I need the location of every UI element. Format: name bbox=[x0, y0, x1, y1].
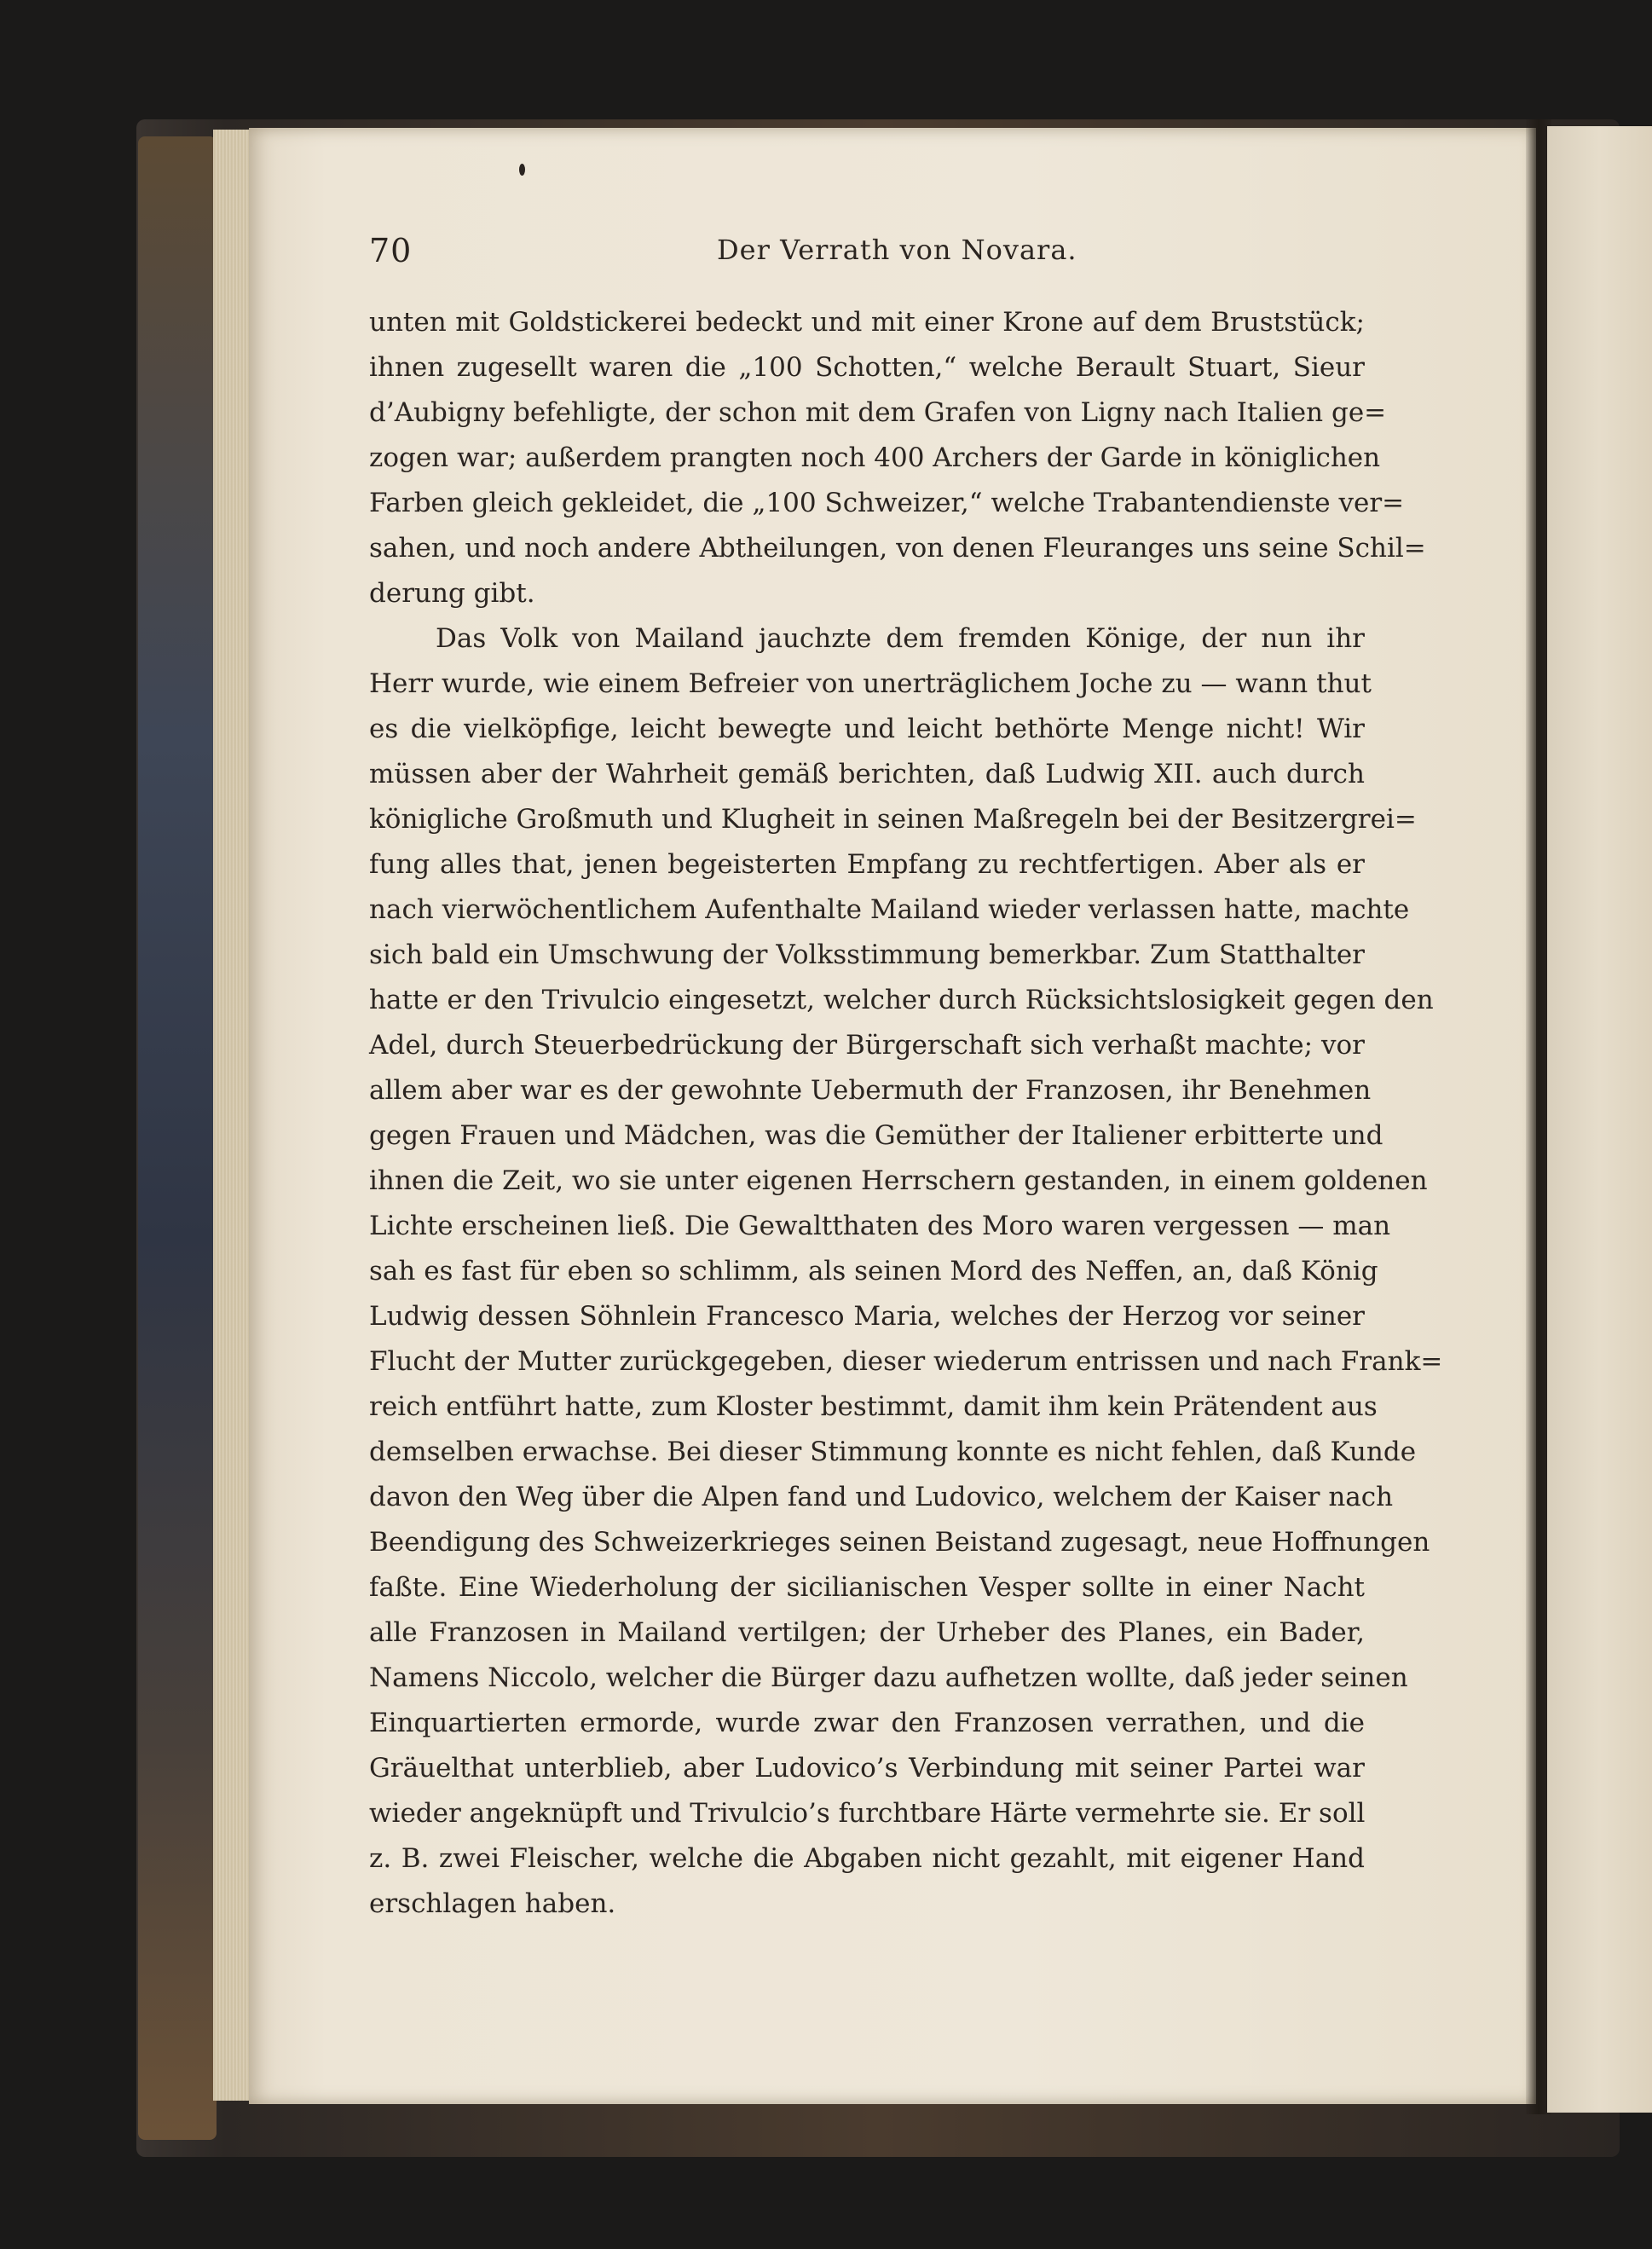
text-line: sich bald ein Umschwung der Volksstimmung bemerkbar. Zum Statthalter bbox=[369, 939, 1365, 970]
text-line: allem aber war es der gewohnte Uebermuth der Franzosen, ihr Benehmen bbox=[369, 1075, 1372, 1106]
text-line: Namens Niccolo, welcher die Bürger dazu aufhetzen wollte, daß jeder seinen bbox=[369, 1662, 1408, 1693]
book-spine bbox=[138, 136, 217, 2140]
text-line: reich entführt hatte, zum Kloster bestimmt, damit ihm kein Prätendent aus bbox=[369, 1391, 1378, 1422]
text-line: d’Aubigny befehligte, der schon mit dem Grafen von Ligny nach Italien ge= bbox=[369, 397, 1387, 428]
text-line: alle Franzosen in Mailand vertilgen; der Urheber des Planes, ein Bader, bbox=[369, 1617, 1365, 1648]
text-line: Herr wurde, wie einem Befreier von unerträglichem Joche zu — wann thut bbox=[369, 668, 1372, 699]
text-line: Beendigung des Schweizerkrieges seinen Beistand zugesagt, neue Hoffnungen bbox=[369, 1527, 1430, 1558]
text-line: derung gibt. bbox=[369, 578, 535, 609]
text-line: Adel, durch Steuerbedrückung der Bürgerschaft sich verhaßt machte; vor bbox=[369, 1030, 1365, 1061]
text-line: erschlagen haben. bbox=[369, 1888, 616, 1919]
page-number: 70 bbox=[369, 232, 413, 269]
text-line: Lichte erscheinen ließ. Die Gewaltthaten des Moro waren vergessen — man bbox=[369, 1211, 1391, 1241]
text-line: faßte. Eine Wiederholung der sicilianischen Vesper sollte in einer Nacht bbox=[369, 1572, 1365, 1603]
text-line: fung alles that, jenen begeisterten Empfang zu rechtfertigen. Aber als er bbox=[369, 849, 1365, 880]
facing-page-edge bbox=[1547, 126, 1652, 2113]
text-line: Farben gleich gekleidet, die „100 Schweizer,“ welche Trabantendienste ver= bbox=[369, 488, 1405, 518]
text-line: sah es fast für eben so schlimm, als seinen Mord des Neffen, an, daß König bbox=[369, 1256, 1378, 1286]
text-line: ihnen die Zeit, wo sie unter eigenen Herrschern gestanden, in einem goldenen bbox=[369, 1165, 1428, 1196]
text-line: sahen, und noch andere Abtheilungen, von denen Fleuranges uns seine Schil= bbox=[369, 533, 1426, 564]
text-line: z. B. zwei Fleischer, welche die Abgaben nicht gezahlt, mit eigener Hand bbox=[369, 1843, 1365, 1874]
text-line: Ludwig dessen Söhnlein Francesco Maria, welches der Herzog vor seiner bbox=[369, 1301, 1365, 1332]
text-line: nach vierwöchentlichem Aufenthalte Mailand wieder verlassen hatte, machte bbox=[369, 894, 1410, 925]
text-line: davon den Weg über die Alpen fand und Ludovico, welchem der Kaiser nach bbox=[369, 1482, 1394, 1512]
text-line: hatte er den Trivulcio eingesetzt, welcher durch Rücksichtslosigkeit gegen den bbox=[369, 985, 1434, 1015]
text-line: Einquartierten ermorde, wurde zwar den Franzosen verrathen, und die bbox=[369, 1708, 1365, 1738]
text-line: wieder angeknüpft und Trivulcio’s furchtbare Härte vermehrte sie. Er soll bbox=[369, 1798, 1366, 1829]
text-line: gegen Frauen und Mädchen, was die Gemüther der Italiener erbitterte und bbox=[369, 1120, 1383, 1151]
page-edges bbox=[213, 130, 254, 2101]
text-line: Flucht der Mutter zurückgegeben, dieser wiederum entrissen und nach Frank= bbox=[369, 1346, 1443, 1377]
text-line: müssen aber der Wahrheit gemäß berichten, daß Ludwig XII. auch durch bbox=[369, 759, 1365, 789]
running-head: Der Verrath von Novara. bbox=[717, 234, 1077, 266]
paragraph-start-line: Das Volk von Mailand jauchzte dem fremden Könige, der nun ihr bbox=[436, 623, 1365, 654]
text-line: es die vielköpfige, leicht bewegte und leicht bethörte Menge nicht! Wir bbox=[369, 714, 1365, 744]
body-text bbox=[369, 300, 1443, 1927]
ink-spot bbox=[519, 164, 525, 176]
page-header bbox=[369, 232, 1365, 275]
text-line: zogen war; außerdem prangten noch 400 Archers der Garde in königlichen bbox=[369, 442, 1381, 473]
text-line: demselben erwachse. Bei dieser Stimmung konnte es nicht fehlen, daß Kunde bbox=[369, 1437, 1417, 1467]
text-line: unten mit Goldstickerei bedeckt und mit einer Krone auf dem Bruststück; bbox=[369, 307, 1365, 338]
text-line: ihnen zugesellt waren die „100 Schotten,“ welche Berault Stuart, Sieur bbox=[369, 352, 1365, 383]
text-line: königliche Großmuth und Klugheit in seinen Maßregeln bei der Besitzergrei= bbox=[369, 804, 1417, 835]
text-line: Gräuelthat unterblieb, aber Ludovico’s Verbindung mit seiner Partei war bbox=[369, 1753, 1365, 1784]
